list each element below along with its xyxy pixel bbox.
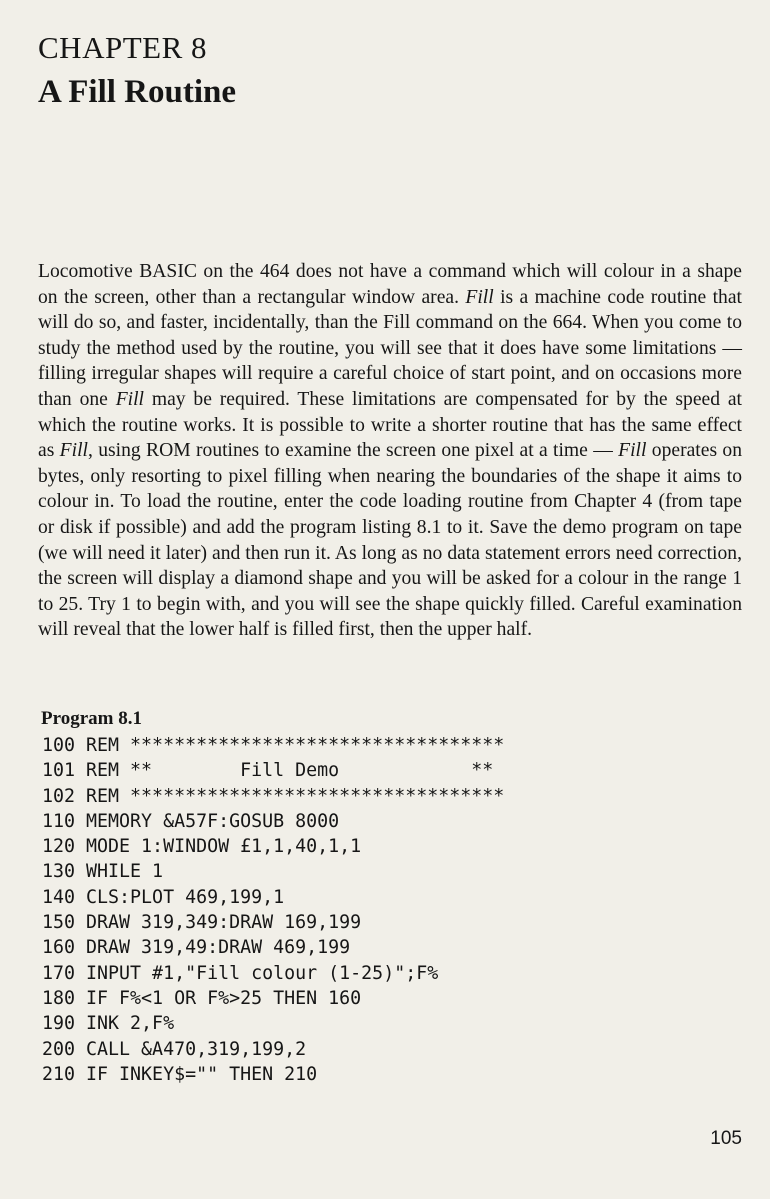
listing-line: 140 CLS:PLOT 469,199,1: [42, 886, 285, 908]
body-text-segment: operates on bytes, only resorting to pixel filling when nearing the boundaries of the shape it aims to colour in. To load the routine, enter the code loading routine from Chapter 4 (from tape or disk if possible) and add the program listing 8.1 to it. Save the demo program on tape (we will need it later) and then run it. As long as no data statement errors need correction, the screen will display a diamond shape and you will be asked for a colour in the range 1 to 25. Try 1 to begin with, and you will see the shape quickly filled. Careful examination will reveal that the lower half is filled first, then the upper half.: [38, 440, 742, 641]
listing-line: 100 REM **********************************: [42, 735, 505, 756]
listing-line: 160 DRAW 319,49:DRAW 469,199: [42, 937, 351, 959]
listing-line: 101 REM ** Fill Demo **: [42, 760, 494, 782]
chapter-title: A Fill Routine: [38, 74, 237, 110]
program-caption: Program 8.1: [41, 708, 142, 729]
listing-line: 120 MODE 1:WINDOW £1,1,40,1,1: [42, 836, 362, 858]
listing-line: 130 WHILE 1: [42, 861, 164, 883]
listing-line: 210 IF INKEY$="" THEN 210: [42, 1063, 318, 1085]
listing-line: 180 IF F%<1 OR F%>25 THEN 160: [42, 987, 362, 1009]
listing-line: 200 CALL &A470,319,199,2: [42, 1038, 307, 1060]
listing-line: 110 MEMORY &A57F:GOSUB 8000: [42, 810, 340, 832]
fill-term: Fill: [115, 388, 145, 410]
body-text-segment: is a machine code routine that will do so, and faster, incidentally, than the Fill command on the 664. When you come to study the method used by the routine, you will see that it does have some limitations — filling irregular shapes will require a careful choice of start point, and on occasions more than one: [38, 286, 742, 410]
body-text-segment: , using ROM routines to examine the screen one pixel at a time —: [87, 440, 619, 462]
listing-line: 170 INPUT #1,"Fill colour (1-25)";F%: [42, 962, 439, 984]
program-listing: [42, 733, 702, 1087]
body-text-segment: may be required. These limitations are compensated for by the speed at which the routine works. It is possible to write a shorter routine that has the same effect as: [38, 388, 743, 462]
fill-term: Fill: [465, 286, 494, 308]
page-number: 105: [710, 1128, 742, 1149]
fill-term: Fill: [618, 440, 647, 462]
chapter-label: CHAPTER 8: [38, 30, 207, 65]
listing-line: 190 INK 2,F%: [42, 1013, 175, 1035]
body-text-segment: Locomotive BASIC on the 464 does not have a command which will colour in a shape on the screen, other than a rectangular window area.: [38, 261, 742, 308]
listing-line: 102 REM **********************************: [42, 785, 505, 807]
listing-line: 150 DRAW 319,349:DRAW 169,199: [42, 912, 362, 934]
body-paragraph: [38, 259, 742, 643]
fill-term: Fill: [59, 440, 88, 462]
